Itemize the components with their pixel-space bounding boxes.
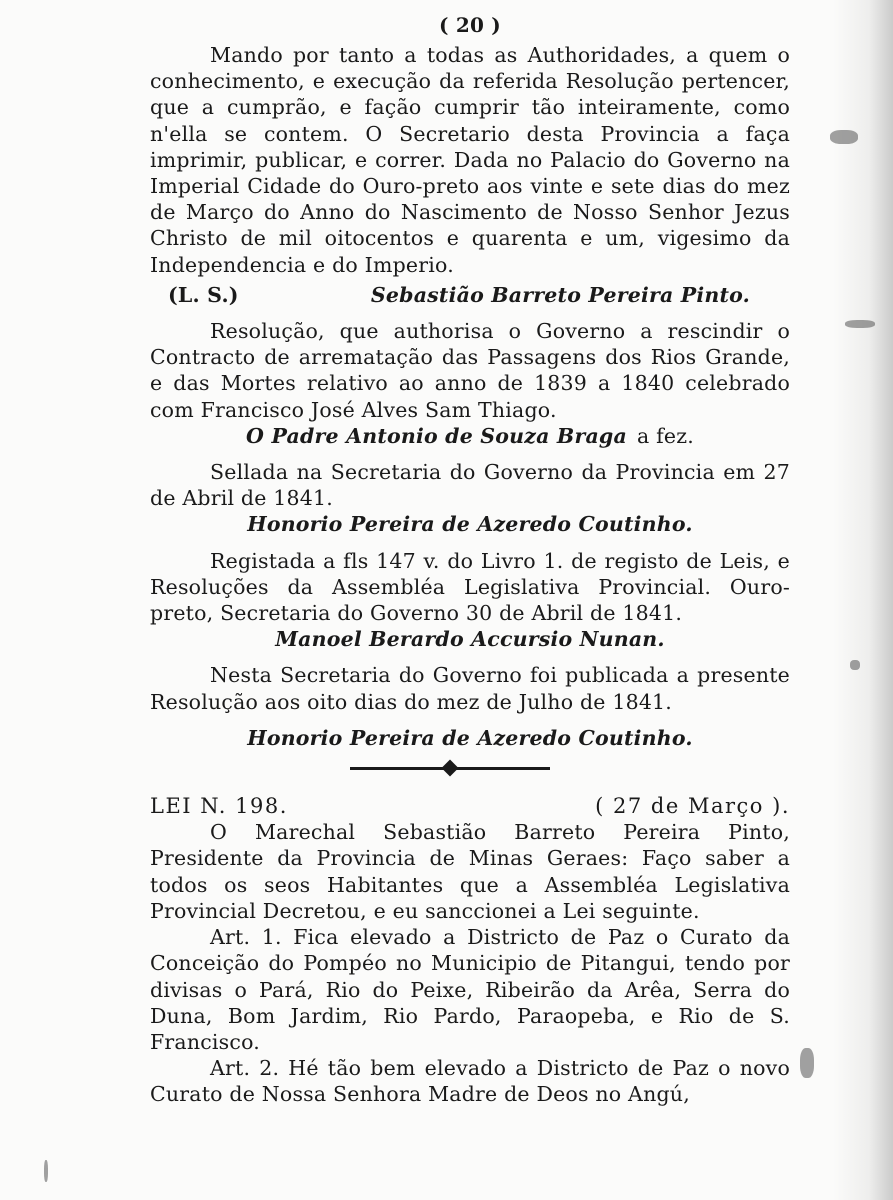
- ink-smudge: [830, 130, 858, 144]
- sealing-note: Sellada na Secretaria do Governo da Provincia em 27 de Abril de 1841.: [150, 460, 790, 511]
- section-divider: [150, 751, 790, 785]
- law-article-1: Art. 1. Fica elevado a Districto de Paz o Curato da Conceição do Pompéo no Municipio de Pitangui, tendo por divisas o Pará, Rio do Peixe, Ribeirão da Arêa, Serra do Duna, Bom Jardim, Rio Pardo, Paraopeba, e Rio de S. Francisco.: [150, 925, 790, 1054]
- secretary-signature: Honorio Pereira de Azeredo Coutinho.: [247, 512, 693, 537]
- seal-mark: (L. S.): [168, 282, 239, 307]
- publication-signature: Honorio Pereira de Azeredo Coutinho.: [247, 725, 693, 750]
- law-number: LEI N. 198.: [150, 794, 288, 819]
- ink-smudge: [44, 1160, 48, 1182]
- registration-note: Registada a fls 147 v. do Livro 1. de registo de Leis, e Resoluções da Assembléa Legislativa Provincial. Ouro-preto, Secretaria do Governo 30 de Abril de 1841.: [150, 548, 790, 626]
- worn-page-edge: [833, 0, 893, 1200]
- maker-suffix: a fez.: [636, 423, 694, 448]
- law-heading: [150, 793, 790, 819]
- ink-smudge: [850, 660, 860, 670]
- maker-line: [150, 423, 790, 449]
- seal-signature-line: [150, 282, 790, 308]
- decree-closing-paragraph: Mando por tanto a todas as Authoridades, a quem o conhecimento, e execução da referida Resolução pertencer, que a cumprão, e fação cumprir tão inteiramente, como n'ella se contem. O Secretario desta Provincia a faça imprimir, publicar, e correr. Dada no Palacio do Governo na Imperial Cidade do Ouro-preto aos vinte e sete dias do mez de Março do Anno do Nascimento de Nosso Senhor Jezus Christo de mil oitocentos e quarenta e um, vigesimo da Independencia e do Imperio.: [150, 43, 790, 277]
- law-article-2: Art. 2. Hé tão bem elevado a Districto de Paz o novo Curato de Nossa Senhora Madre de Deos no Angú,: [150, 1056, 790, 1107]
- registrar-signature: Manoel Berardo Accursio Nunan.: [275, 627, 665, 652]
- ink-smudge: [845, 320, 875, 328]
- law-preamble: O Marechal Sebastião Barreto Pereira Pinto, Presidente da Provincia de Minas Geraes: Faço saber a todos os seos Habitantes que a Assembléa Legislativa Provincial Decretou, e eu sanccionei a Lei seguinte.: [150, 820, 790, 923]
- president-signature: Sebastião Barreto Pereira Pinto.: [370, 282, 750, 307]
- law-date: ( 27 de Março ).: [595, 794, 790, 819]
- publication-note: Nesta Secretaria do Governo foi publicada a presente Resolução aos oito dias do mez de Julho de 1841.: [150, 663, 790, 714]
- resolution-summary: Resolução, que authorisa o Governo a rescindir o Contracto de arrematação das Passagens dos Rios Grande, e das Mortes relativo ao anno de 1839 a 1840 celebrado com Francisco José Alves Sam Thiago.: [150, 319, 790, 422]
- text-column: [150, 0, 790, 1108]
- ink-smudge: [800, 1048, 814, 1078]
- maker-name: O Padre Antonio de Souza Braga: [246, 423, 627, 448]
- page-number: ( 20 ): [439, 13, 501, 37]
